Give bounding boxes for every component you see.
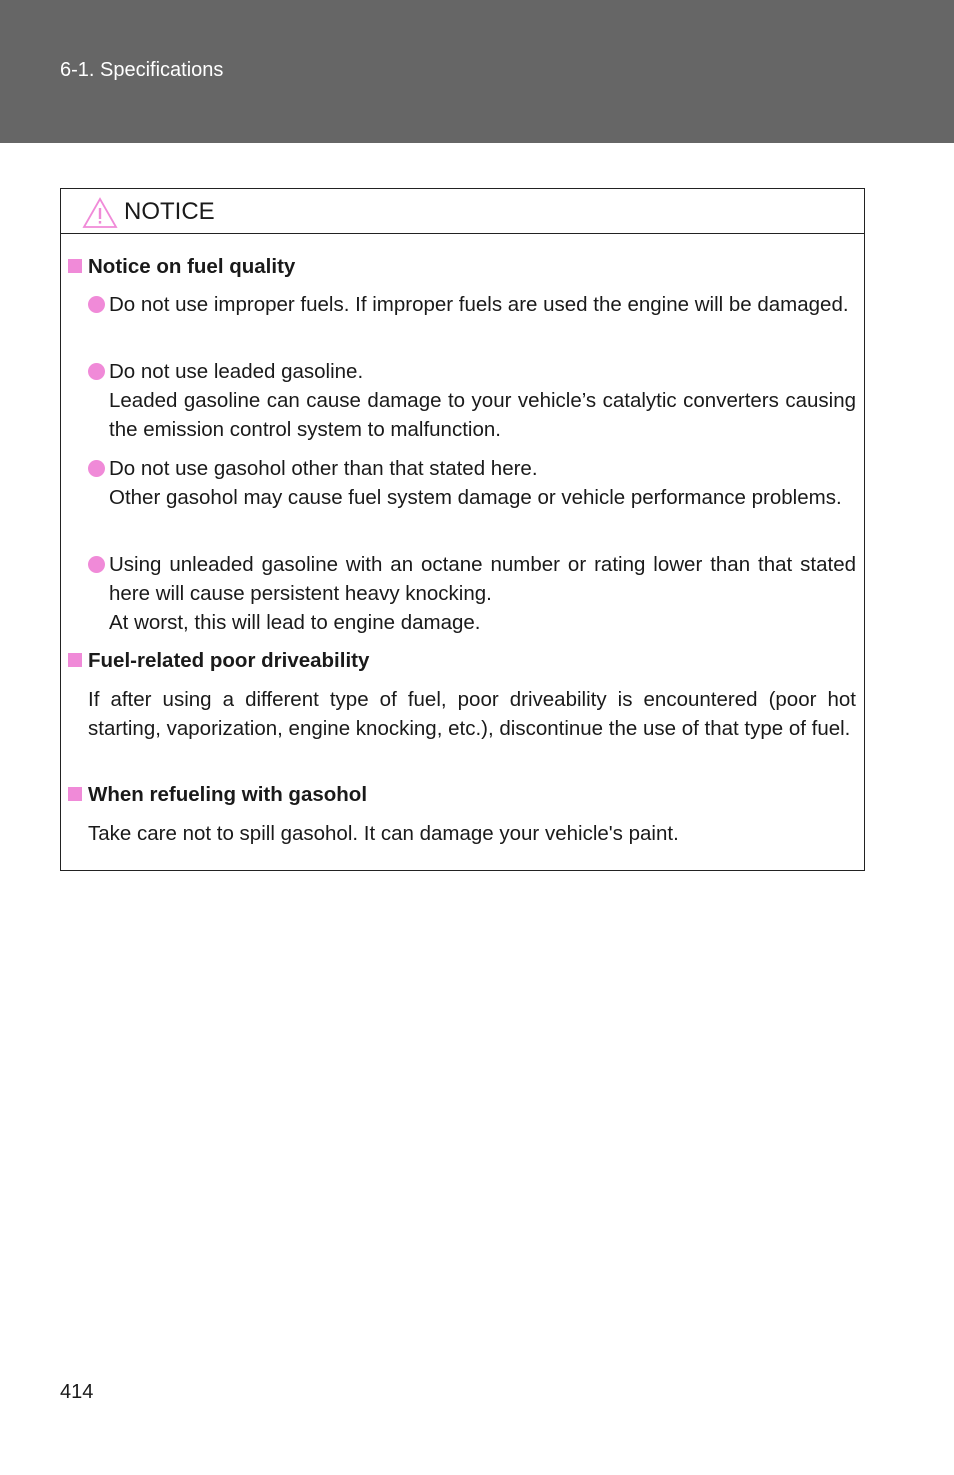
bullet-text: Using unleaded gasoline with an octane number or rating lower than that stated here will cause persistent heavy knocking. xyxy=(109,553,856,605)
section-heading: Fuel-related poor driveability xyxy=(68,646,369,675)
circle-bullet-icon xyxy=(88,363,105,380)
bullet-item xyxy=(88,550,856,637)
bullet-item xyxy=(88,454,856,512)
bullet-text: Do not use improper fuels. If improper fuels are used the engine will be damaged. xyxy=(109,293,849,316)
notice-title: NOTICE xyxy=(124,198,215,225)
header-band xyxy=(0,0,954,143)
notice-header xyxy=(61,189,864,234)
bullet-text: Other gasohol may cause fuel system damage or vehicle performance problems. xyxy=(109,486,842,509)
bullet-text: Do not use gasohol other than that stated here. xyxy=(109,457,538,480)
bullet-text: At worst, this will lead to engine damage. xyxy=(109,611,481,634)
section-label: 6-1. Specifications xyxy=(60,59,224,81)
section-paragraph: Take care not to spill gasohol. It can damage your vehicle's paint. xyxy=(88,822,679,845)
circle-bullet-icon xyxy=(88,556,105,573)
bullet-text: Leaded gasoline can cause damage to your vehicle’s catalytic converters causing the emission control system to malfunction. xyxy=(109,389,856,441)
bullet-item xyxy=(88,357,856,444)
bullet-item xyxy=(88,290,856,319)
circle-bullet-icon xyxy=(88,460,105,477)
square-bullet-icon xyxy=(68,787,82,801)
notice-box xyxy=(60,188,865,871)
circle-bullet-icon xyxy=(88,296,105,313)
page-number: 414 xyxy=(60,1381,94,1403)
warning-triangle-icon xyxy=(82,197,118,229)
section-paragraph: If after using a different type of fuel, poor driveability is encountered (poor hot starting, vaporization, engine knocking, etc.), discontinue the use of that type of fuel. xyxy=(88,688,856,740)
square-bullet-icon xyxy=(68,653,82,667)
section-heading: Notice on fuel quality xyxy=(68,252,295,281)
section-heading: When refueling with gasohol xyxy=(68,780,367,809)
square-bullet-icon xyxy=(68,259,82,273)
bullet-text: Do not use leaded gasoline. xyxy=(109,360,364,383)
